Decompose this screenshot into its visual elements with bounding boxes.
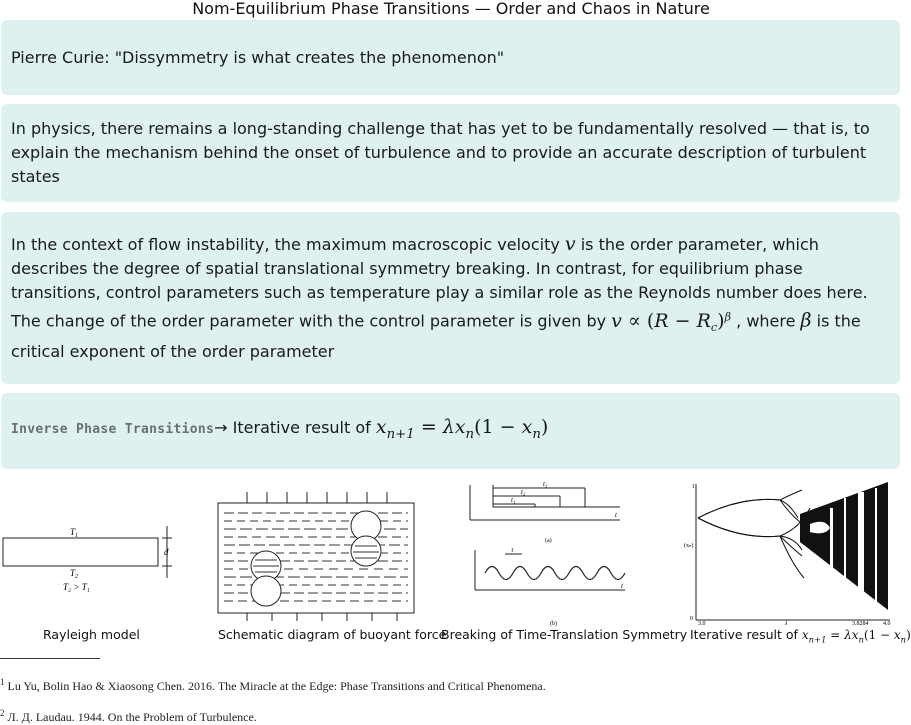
footnote-num: 1 xyxy=(0,677,5,687)
t2-label: $T_2$ xyxy=(70,568,79,580)
page-title: Nom-Equilibrium Phase Transitions — Order and Chaos in Nature xyxy=(192,0,710,18)
t1-label: t₁ xyxy=(511,496,516,504)
t-label: t xyxy=(621,582,623,590)
var-beta: β xyxy=(800,309,812,332)
arrow: → xyxy=(214,418,233,438)
footnote-text: Lu Yu, Bolin Hao & Xiaosong Chen. 2016. The Miracle at the Edge: Phase Transitions and Critical Phenomena. xyxy=(7,679,546,693)
quote-text: Pierre Curie: "Dissymmetry is what creates the phenomenon" xyxy=(11,47,505,67)
footnote-text: Л. Д. Laudau. 1944. On the Problem of Turbulence. xyxy=(7,710,257,724)
caption-prefix: Iterative result of xyxy=(690,627,802,642)
formula-paren: ( xyxy=(646,309,655,332)
var-v: v xyxy=(564,233,576,256)
footnote-rule xyxy=(0,658,100,659)
fluid-layer xyxy=(3,538,158,566)
inverse-transition-box xyxy=(1,393,900,469)
fluid-container xyxy=(218,503,414,613)
formula-minus: − xyxy=(668,309,697,332)
logistic-formula: $x_{n+1} = \lambda x_n(1 - x_n)$ xyxy=(375,416,549,442)
formula-prop: ∝ xyxy=(621,309,647,332)
quote-box xyxy=(1,20,900,95)
formula-c: c xyxy=(710,320,718,334)
x-val-label: 3.8284 xyxy=(852,621,869,627)
parcel-circle xyxy=(351,536,381,566)
formula-Rc: R xyxy=(696,309,711,332)
caption-formula: $x_{n+1} = \lambda x_n(1 - x_n)$ xyxy=(801,628,911,645)
formula-paren: ) xyxy=(717,309,725,332)
footnote-1 xyxy=(0,677,546,694)
panel-a-label: (a) xyxy=(545,538,552,544)
panel-b-label: (b) xyxy=(550,621,557,627)
inverse-transition-text xyxy=(11,415,548,447)
turbulence-text: In physics, there remains a long-standing challenge that has yet to be fundamentally resolved — that is, to explain the mechanism behind the onset of turbulence and to provide an accurate description of turbulent states xyxy=(11,119,870,186)
d-label: d xyxy=(164,547,169,557)
bifurcation-diagram xyxy=(680,478,895,626)
bifurcation-caption xyxy=(690,627,911,647)
up-arrows xyxy=(247,492,387,503)
y-top-label: 1 xyxy=(692,484,695,490)
footnote-2 xyxy=(0,708,257,725)
t2-label: t₂ xyxy=(521,488,526,496)
rayleigh-diagram xyxy=(0,520,190,600)
bottom-arrows xyxy=(247,613,397,621)
t-label: t xyxy=(615,511,617,519)
order-parameter-text xyxy=(11,232,890,364)
x-mid-label: λ xyxy=(785,621,788,627)
text-part: , where xyxy=(731,311,801,331)
order-parameter-box xyxy=(1,212,900,384)
text-part: Iterative result of xyxy=(232,418,376,438)
time-symmetry-diagram xyxy=(465,480,635,625)
tau-label: τ xyxy=(511,546,514,554)
code-label: Inverse Phase Transitions xyxy=(11,422,215,438)
x-end-label: 4.0 xyxy=(883,621,891,627)
text-part: In the context of flow instability, the maximum macroscopic velocity xyxy=(11,235,565,255)
buoyant-diagram xyxy=(212,488,422,623)
bifurcation-branches xyxy=(698,490,810,578)
t1-label: $T_1$ xyxy=(70,527,79,539)
oscillation-wave xyxy=(485,567,625,580)
time-caption: Breaking of Time-Translation Symmetry xyxy=(441,627,688,642)
formula-R: R xyxy=(654,309,669,332)
formula xyxy=(611,309,732,334)
text-part: is the order parameter, which describes the degree of spatial translational symmetry breaking. In contrast, for equilibrium phase transitions, control parameters such as temperature play a similar role as the Reynolds number does here. The change of the order parameter with the control parameter is given by xyxy=(11,235,868,331)
temperature-relation: T₂ > T₁ xyxy=(63,582,90,592)
buoyant-caption: Schematic diagram of buoyant force xyxy=(218,627,447,642)
text-part: is the critical exponent of the order parameter xyxy=(11,311,861,361)
turbulence-box xyxy=(1,104,900,202)
pulse-timeline xyxy=(470,485,620,520)
formula-beta: β xyxy=(724,310,732,324)
t3-label: t₃ xyxy=(543,480,548,488)
y-bottom-label: 0 xyxy=(690,616,693,622)
x-start-label: 3.0 xyxy=(698,621,706,627)
y-label: (xₙ) xyxy=(684,543,694,549)
formula-v: v xyxy=(611,309,622,332)
footnote-num: 2 xyxy=(0,708,5,718)
rayleigh-caption: Rayleigh model xyxy=(43,627,140,642)
parcel-circle xyxy=(251,576,281,606)
